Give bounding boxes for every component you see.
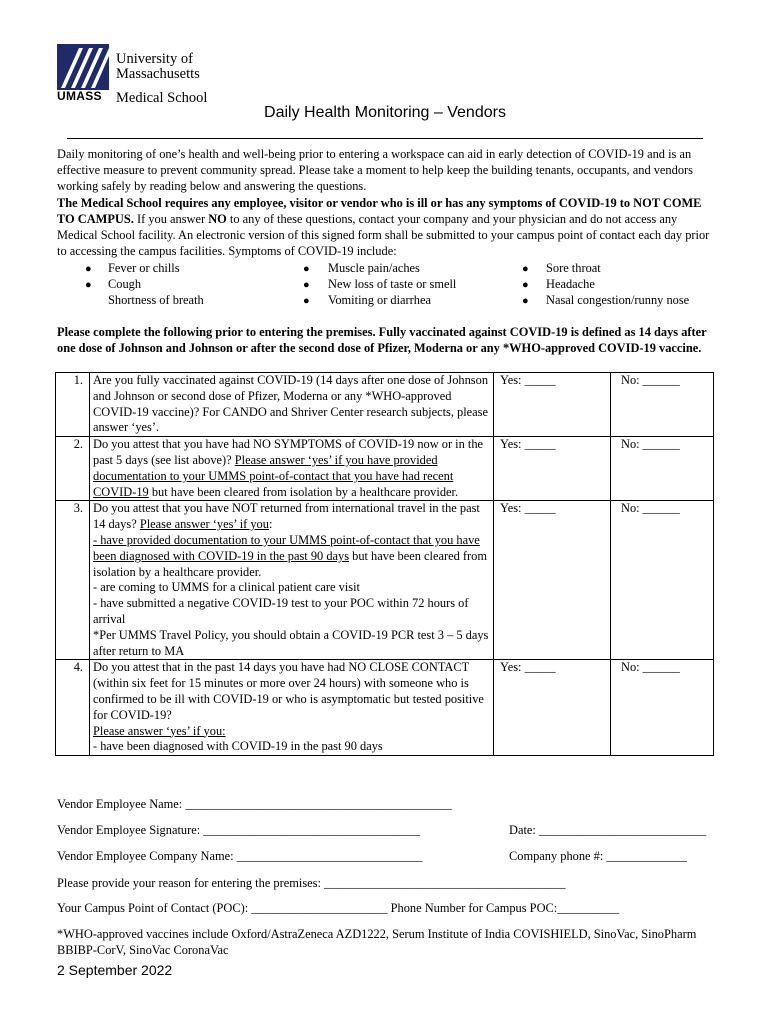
- campus-poc-field[interactable]: Your Campus Point of Contact (POC): ______________________ Phone Number for Campus POC:__________: [57, 901, 620, 915]
- question-text-line: - have submitted a negative COVID-19 test to your POC within 72 hours of arrival: [93, 596, 469, 626]
- yes-answer-field[interactable]: Yes: _____: [494, 373, 611, 437]
- instructions-paragraph: Please complete the following prior to entering the premises. Fully vaccinated against COVID-19 is defined as 14 days after one dose of Johnson and Johnson or after the second dose of Pfizer, Moderna or any *WHO-approved COVID-19 vaccine.: [57, 325, 707, 355]
- question-text-underlined: Please answer ‘yes’ if you:: [93, 723, 226, 738]
- symptom-item: Cough: [108, 277, 142, 291]
- logo-line-1: University of: [116, 51, 193, 67]
- table-row: [56, 373, 714, 437]
- requirement-text-1: If you answer: [133, 212, 209, 226]
- question-text-underlined: - have provided documentation to your UMMS point-of-contact that you have been diagnosed with COVID-19 in the past 90 days: [93, 532, 480, 563]
- question-text-underlined: Please answer ‘yes’ if you: [139, 517, 269, 532]
- question-number: 1.: [56, 373, 90, 437]
- requirement-no: NO: [208, 212, 227, 226]
- no-answer-field[interactable]: No: ______: [611, 373, 714, 437]
- bullet-icon: ●: [303, 263, 310, 275]
- bullet-icon: ●: [85, 263, 92, 275]
- question-text: Are you fully vaccinated against COVID-19 (14 days after one dose of Johnson and Johnson or second dose of Pfizer, Moderna or any *WHO-approved COVID-19 vaccine)? For CANDO and Shriver Center research subjects, please answer ‘yes’.: [90, 373, 494, 437]
- yes-answer-field[interactable]: Yes: _____: [494, 437, 611, 501]
- no-answer-field[interactable]: No: ______: [611, 660, 714, 756]
- question-text: [90, 660, 494, 756]
- document-date: 2 September 2022: [57, 962, 173, 978]
- question-text-part: :: [268, 517, 273, 532]
- logo-university-name: [116, 52, 200, 82]
- question-text-line: - have been diagnosed with COVID-19 in the past 90 days: [93, 739, 383, 754]
- question-text-part: but have been cleared from isolation by a healthcare provider.: [148, 484, 459, 499]
- date-field[interactable]: Date: ___________________________: [509, 823, 707, 837]
- bullet-icon: ●: [522, 295, 529, 307]
- reason-field[interactable]: Please provide your reason for entering the premises: _______________________________________: [57, 876, 566, 890]
- bullet-icon: ●: [303, 295, 310, 307]
- questions-table: [55, 372, 714, 756]
- logo-umass-wordmark: UMASS: [57, 89, 102, 103]
- question-text-line: *Per UMMS Travel Policy, you should obtain a COVID-19 PCR test 3 – 5 days after return to MA: [93, 627, 489, 658]
- symptom-item: Muscle pain/aches: [328, 261, 420, 275]
- question-text-part: Do you attest that you have NOT returned from international travel in the past 14 days?: [93, 501, 480, 532]
- yes-answer-field[interactable]: Yes: _____: [494, 501, 611, 660]
- question-text: [90, 437, 494, 501]
- umass-logo: [57, 44, 227, 106]
- question-number: 4.: [56, 660, 90, 756]
- bullet-icon: ●: [522, 279, 529, 291]
- yes-answer-field[interactable]: Yes: _____: [494, 660, 611, 756]
- requirement-bold: The Medical School requires any employee, visitor or vendor who is ill or has any symptoms of COVID-19 to NOT COME TO CAMPUS.: [57, 196, 702, 226]
- question-text-part: Do you attest that you have had NO SYMPTOMS of COVID-19 now or in the past 5 days (see list above)?: [93, 437, 484, 467]
- requirement-text-2: to any of these questions, contact your company and your physician and do not access any Medical School facility. An electronic version of this signed form shall be submitted to your campus point of contact each day prior to accessing the campus facilities. Symptoms of COVID-19 include:: [57, 212, 710, 258]
- symptom-item: Headache: [546, 277, 595, 291]
- company-phone-field[interactable]: Company phone #: _____________: [509, 849, 687, 863]
- bullet-icon: ●: [85, 279, 92, 291]
- question-number: 2.: [56, 437, 90, 501]
- bullet-icon: ●: [303, 279, 310, 291]
- umass-logo-mark-icon: [57, 44, 109, 90]
- logo-medical-school: Medical School: [116, 90, 208, 106]
- symptom-item: Nasal congestion/runny nose: [546, 293, 690, 307]
- requirement-paragraph: [57, 195, 713, 259]
- title-divider: [67, 138, 703, 139]
- table-row: [56, 437, 714, 501]
- table-row: [56, 660, 714, 756]
- question-text-line: [93, 501, 490, 533]
- question-text-underlined: Please answer ‘yes’ if you have provided documentation to your UMMS point-of-contact that you have had recent COVID-19: [93, 452, 454, 499]
- company-name-field[interactable]: Vendor Employee Company Name: ______________________________: [57, 849, 423, 863]
- question-text-part: but have been cleared from isolation by a healthcare provider.: [93, 548, 487, 579]
- vaccine-footnote: *WHO-approved vaccines include Oxford/AstraZeneca AZD1222, Serum Institute of India COVISHIELD, SinoVac, SinoPharm BBIBP-CorV, SinoVac CoronaVac: [57, 927, 697, 957]
- symptom-item: Sore throat: [546, 261, 601, 275]
- symptom-item: Vomiting or diarrhea: [328, 293, 432, 307]
- question-text-line: - are coming to UMMS for a clinical patient care visit: [93, 580, 361, 595]
- symptom-item: Fever or chills: [108, 261, 180, 275]
- question-text-line: [93, 533, 490, 580]
- employee-signature-field[interactable]: Vendor Employee Signature: ___________________________________: [57, 823, 421, 837]
- question-text-line: Do you attest that in the past 14 days you have had NO CLOSE CONTACT (within six feet for 15 minutes or more over 24 hours) with someone who is confirmed to be ill with COVID-19 or who is asymptomatic but tested positive for COVID-19?: [93, 660, 484, 722]
- question-number: 3.: [56, 501, 90, 660]
- intro-paragraph: Daily monitoring of one’s health and well-being prior to entering a workspace can aid in early detection of COVID-19 and is an effective measure to prevent community spread. Please take a moment to help keep the building tenants, occupants, and vendors working safely by reading below and answering the questions.: [57, 147, 693, 193]
- symptom-item: New loss of taste or smell: [328, 277, 457, 291]
- bullet-icon: ●: [522, 263, 529, 275]
- question-text: [90, 501, 494, 660]
- symptom-item: Shortness of breath: [108, 293, 204, 307]
- page-title: Daily Health Monitoring – Vendors: [264, 104, 506, 121]
- no-answer-field[interactable]: No: ______: [611, 501, 714, 660]
- logo-line-2: Massachusetts: [116, 66, 200, 82]
- no-answer-field[interactable]: No: ______: [611, 437, 714, 501]
- employee-name-field[interactable]: Vendor Employee Name: ___________________________________________: [57, 797, 452, 811]
- table-row: [56, 501, 714, 660]
